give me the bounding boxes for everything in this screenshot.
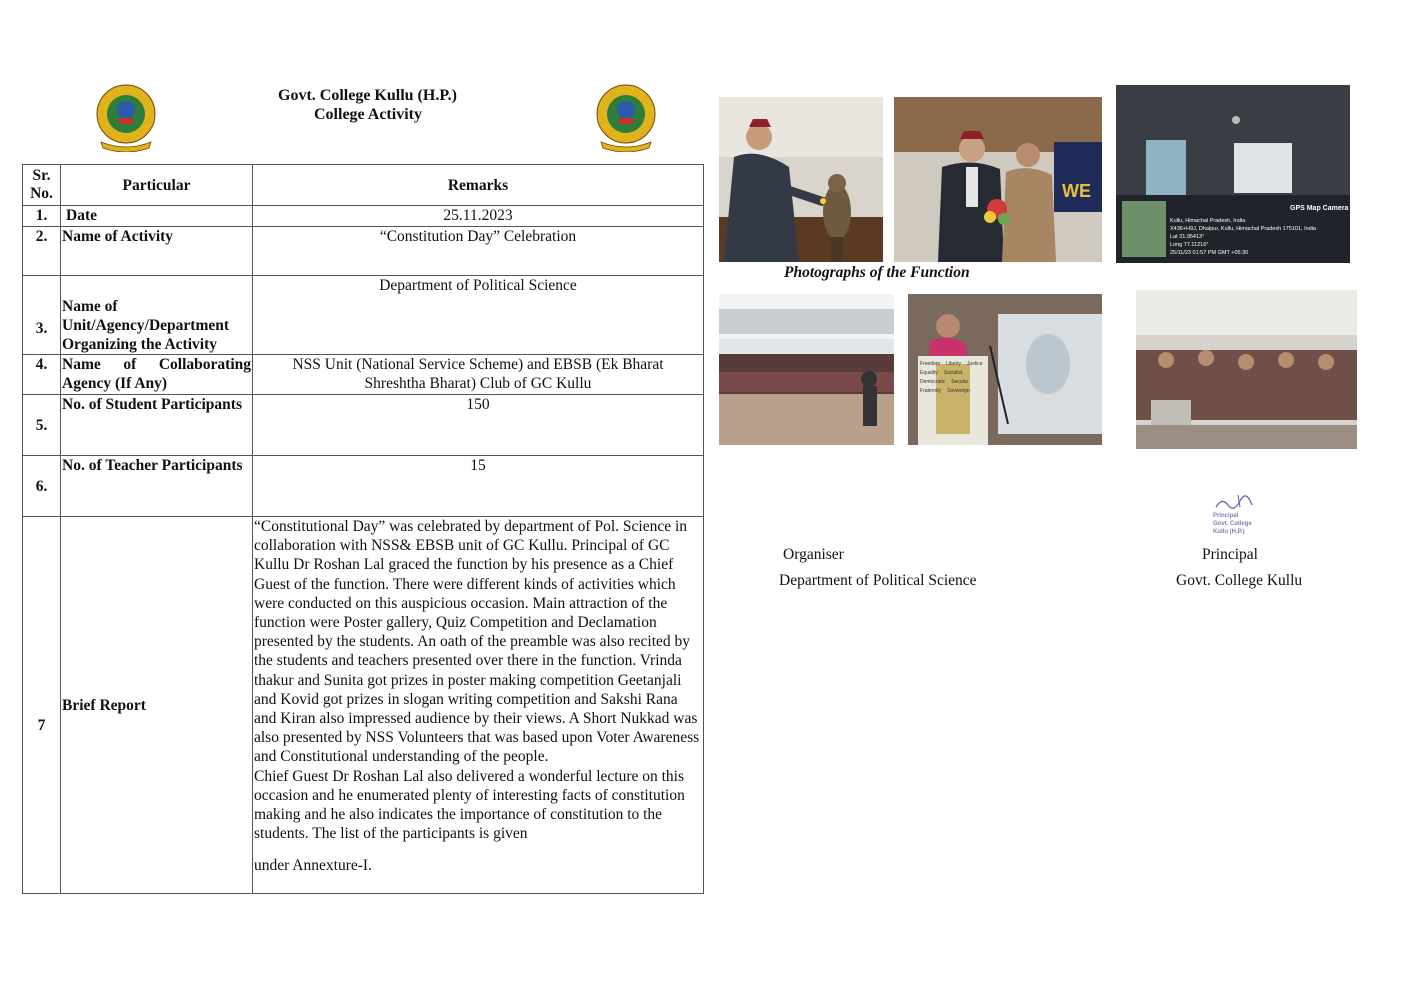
table-row [23,276,704,355]
organiser-department: Department of Political Science [779,572,977,589]
row-particular: Name of Unit/Agency/Department Organizing the Activity [61,276,253,355]
poster-word: Socialist [943,370,963,376]
row-particular: Name of Collaborating Agency (If Any) [61,355,253,395]
photo-speaker-podium [908,294,1102,445]
photo-bouquet-presentation [894,97,1102,262]
document-title: College Activity [314,106,422,123]
poster-word: Justice [967,361,983,367]
poster-word: Liberty [946,361,962,367]
report-paragraph-1: “Constitutional Day” was celebrated by department of Pol. Science in collaboration with NSS& EBSB unit of GC Kullu. Principal of GC Kullu Dr Roshan Lal graced the function by his presence as a Chief Guest of the function. There were different kinds of activities which were conducted on this auspicious occasion. Main attraction of the function were Poster gallery, Quiz Competition and Declamation presented by the students. An oath of the preamble was also recited by the students and teachers presented over there in the function. Vrinda thakur and Sunita got prizes in poster making competition Geetanjali and Kovid got prizes in slogan writing competition and Sakshi Rana and Kiran also impressed audience by their views. A Short Nukkad was also presented by NSS Volunteers that was based upon Voter Awareness and Constitutional understanding of the people. [254,518,700,766]
gps-long: Long 77.11216° [1170,242,1209,248]
principal-organisation: Govt. College Kullu [1176,572,1303,589]
photo-presentation-geotag [1116,85,1350,263]
photos-caption: Photographs of the Function [784,264,970,281]
row-number: 6. [23,456,61,517]
table-row [23,206,704,227]
brief-report [253,517,704,894]
row-number: 2. [23,227,61,276]
poster-word: Fraternity [920,388,942,394]
photo-audience-hall [719,294,894,445]
header-sr-no: Sr. No. [23,165,61,206]
row-number: 7 [23,517,61,894]
row-particular: Name of Activity [61,227,253,276]
row-remarks: NSS Unit (National Service Scheme) and EBSB (Ek Bharat Shreshtha Bharat) Club of GC Kullu [253,355,704,395]
row-number: 4. [23,355,61,395]
gps-time: 25/11/23 01:57 PM GMT +05:30 [1170,250,1249,256]
gps-place: Kullu, Himachal Pradesh, India [1170,218,1246,224]
college-emblem-right [595,84,657,152]
row-particular: Date [61,206,253,227]
poster-word: Democratic [920,379,946,385]
poster-word: Secular [951,379,969,385]
college-name: Govt. College Kullu (H.P.) [278,87,457,104]
table-row [23,227,704,276]
banner-text: WE [1062,181,1091,201]
organiser-label: Organiser [783,546,844,563]
row-particular: No. of Teacher Participants [61,456,253,517]
report-paragraph-3: under Annexture-I. [254,857,372,875]
header-remarks: Remarks [253,165,704,206]
row-particular: No. of Student Participants [61,395,253,456]
principal-stamp [1210,495,1256,539]
gps-address: X436+H9J, Dhalpur, Kullu, Himachal Pradesh 175101, India [1170,226,1316,232]
photo-seated-audience [1136,290,1357,449]
poster-words [920,360,990,396]
row-particular: Brief Report [61,517,253,894]
row-remarks: 25.11.2023 [253,206,704,227]
gps-lat: Lat 31.95413° [1170,234,1205,240]
poster-word: Freedom [920,361,941,367]
college-emblem-left [95,84,157,152]
stamp-line: Govt. College [1213,521,1252,527]
row-number: 3. [23,276,61,355]
table-row [23,355,704,395]
table-row [23,456,704,517]
gps-brand: GPS Map Camera [1290,205,1349,212]
row-remarks: Department of Political Science [253,276,704,355]
table-row [23,517,704,894]
stamp-line: Principal [1213,513,1239,519]
row-remarks: 15 [253,456,704,517]
row-number: 1. [23,206,61,227]
report-paragraph-2: Chief Guest Dr Roshan Lal also delivered a wonderful lecture on this occasion and he enumerated plenty of interesting facts of constitution making and he also indicates the importance of constitution to the students. The list of the participants is given [254,767,685,843]
principal-label: Principal [1202,546,1258,563]
header-particular: Particular [61,165,253,206]
photo-lamp-lighting [719,97,883,262]
stamp-line: Kullu (H.P.) [1213,529,1245,535]
row-number: 5. [23,395,61,456]
row-remarks: 150 [253,395,704,456]
row-remarks: “Constitution Day” Celebration [253,227,704,276]
table-row [23,395,704,456]
activity-table [22,164,704,894]
poster-word: Equality [920,370,938,376]
poster-word: Sovereign [947,388,970,394]
table-header-row [23,165,704,206]
